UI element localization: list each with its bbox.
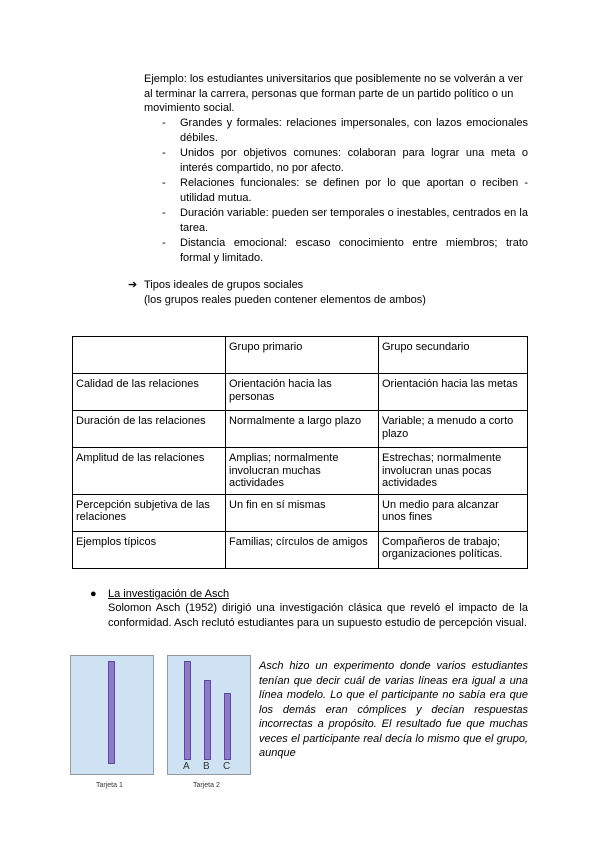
asch-heading (90, 587, 530, 602)
table-row (73, 411, 528, 448)
asch-paragraph: Solomon Asch (1952) dirigió una investigación clásica que reveló el impacto de la conformidad. Asch reclutó estudiantes para un supuesto estudio de percepción visual. (108, 602, 528, 629)
table-cell: Orientación hacia las metas (379, 374, 528, 411)
label-a: A (183, 761, 190, 772)
table-cell: Familias; círculos de amigos (226, 531, 379, 568)
section-types (128, 278, 548, 307)
table-cell: Estrechas; normalmente involucran unas pocas actividades (379, 448, 528, 495)
table-cell: Normalmente a largo plazo (226, 411, 379, 448)
bullet-icon: ● (90, 588, 97, 600)
table-cell: Orientación hacia las personas (226, 374, 379, 411)
section-subtitle: (los grupos reales pueden contener elementos de ambos) (144, 293, 426, 306)
table-row (73, 531, 528, 568)
label-b: B (203, 761, 210, 772)
table-row (73, 448, 528, 495)
card-1-figure (70, 655, 154, 775)
table-cell: Variable; a menudo a corto plazo (379, 411, 528, 448)
line-a (184, 661, 191, 760)
line-b (204, 680, 211, 760)
list-item: - Unidos por objetivos comunes: colaboran para lograr una meta o interés compartido, no por afecto. (162, 147, 528, 174)
line-c (224, 693, 231, 760)
card-1-caption: Tarjeta 1 (96, 782, 123, 789)
table-cell: Duración de las relaciones (73, 411, 226, 448)
table-row (73, 374, 528, 411)
table-cell: Amplias; normalmente involucran muchas actividades (226, 448, 379, 495)
card-2-caption: Tarjeta 2 (193, 782, 220, 789)
table-cell: Grupo primario (226, 337, 379, 374)
list-item: - Duración variable: pueden ser temporales o inestables, centrados en la tarea. (162, 207, 528, 234)
table-cell (73, 337, 226, 374)
table-cell: Ejemplos típicos (73, 531, 226, 568)
table-cell: Percepción subjetiva de las relaciones (73, 494, 226, 531)
list-item: - Distancia emocional: escaso conocimiento entre miembros; trato formal y limitado. (162, 237, 528, 264)
table-cell: Grupo secundario (379, 337, 528, 374)
intro-paragraph: Ejemplo: los estudiantes universitarios que posiblemente no se volverán a ver al terminar la carrera, personas que forman parte de un partido político o un movimiento social. (144, 73, 524, 114)
card-2-figure (167, 655, 251, 775)
table-cell: Un medio para alcanzar unos fines (379, 494, 528, 531)
table-cell: Compañeros de trabajo; organizaciones políticas. (379, 531, 528, 568)
list-item: - Relaciones funcionales: se definen por lo que aportan o reciben - utilidad mutua. (162, 177, 528, 204)
asch-heading-text: La investigación de Asch (108, 588, 230, 600)
section-title: Tipos ideales de grupos sociales (144, 279, 304, 291)
model-line (108, 661, 115, 764)
characteristics-list (162, 116, 528, 266)
table-row (73, 494, 528, 531)
table-header-row (73, 337, 528, 374)
table-cell: Un fin en sí mismas (226, 494, 379, 531)
asch-experiment-description: Asch hizo un experimento donde varios estudiantes tenían que decir cuál de varias líneas era igual a una línea modelo. Lo que el participante no sabía era que los demás eran cómplices y decían respuestas incorrectas a propósito. El resultado fue que muchas veces el participante real decía lo mismo que el grupo, aunque (259, 660, 528, 759)
arrow-icon: ➔ (128, 279, 138, 291)
list-item: - Grandes y formales: relaciones impersonales, con lazos emocionales débiles. (162, 117, 528, 144)
table-cell: Amplitud de las relaciones (73, 448, 226, 495)
label-c: C (223, 761, 231, 772)
comparison-table (72, 336, 528, 569)
table-cell: Calidad de las relaciones (73, 374, 226, 411)
